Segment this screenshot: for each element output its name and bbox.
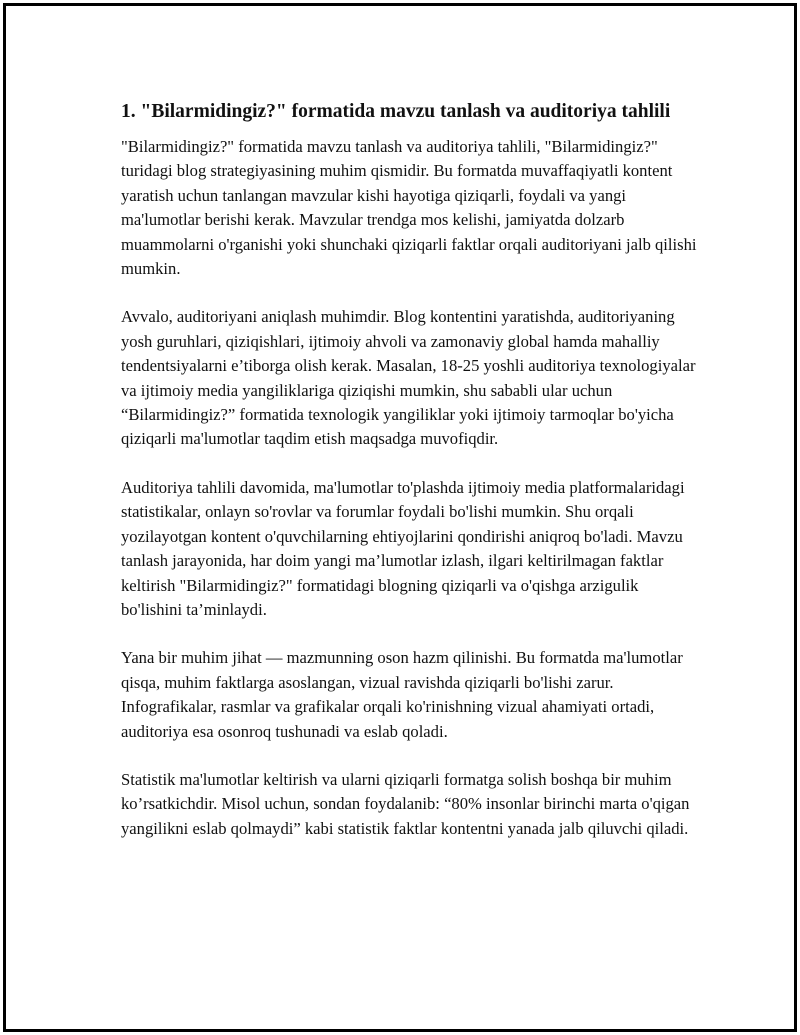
- paragraph-5: Statistik ma'lumotlar keltirish va ularni qiziqarli formatga solish boshqa bir muhim ko’rsatkichdir. Misol uchun, sondan foydalanib: “80% insonlar birinchi marta o'qigan yangilikni eslab qolmaydi” kabi statistik faktlar kontentni yanada jalb qiluvchi qiladi.: [121, 769, 690, 838]
- paragraph-2: Avvalo, auditoriyani aniqlash muhimdir. Blog kontentini yaratishda, auditoriyaning yosh guruhlari, qiziqishlari, ijtimoiy ahvoli va zamonaviy global hamda mahalliy tendentsiyalarni e’tiborga olish kerak. Masalan, 18-25 yoshli auditoriya texnologiyalar va ijtimoiy media yangiliklariga qiziqishi mumkin, shu sababli ular uchun “Bilarmidingiz?” formatida texnologik yangiliklar yoki ijtimoiy tarmoqlar bo'yicha qiziqarli ma'lumotlar taqdim etish maqsadga muvofiqdir.: [121, 307, 696, 449]
- section-heading: 1. "Bilarmidingiz?" formatida mavzu tanlash va auditoriya tahlili: [121, 101, 671, 122]
- paragraph-4: Yana bir muhim jihat — mazmunning oson hazm qilinishi. Bu formatda ma'lumotlar qisqa, muhim faktlarga asoslangan, vizual ravishda qiziqarli bo'lishi zarur. Infografikalar, rasmlar va grafikalar orqali ko'rinishning vizual ahamiyati ortadi, auditoriya esa osonroq tushunadi va eslab qoladi.: [121, 648, 683, 741]
- paragraph-1: "Bilarmidingiz?" formatida mavzu tanlash va auditoriya tahlili, "Bilarmidingiz?" turidagi blog strategiyasining muhim qismidir. Bu formatda muvaffaqiyatli kontent yaratish uchun tanlangan mavzular kishi hayotiga qiziqarli, foydali va yangi ma'lumotlar berishi kerak. Mavzular trendga mos kelishi, jamiyatda dolzarb muammolarni o'rganishi yoki shunchaki qiziqarli faktlar orqali auditoriyani jalb qilishi mumkin.: [121, 137, 697, 279]
- page-frame: [3, 3, 797, 1032]
- paragraph-3: Auditoriya tahlili davomida, ma'lumotlar to'plashda ijtimoiy media platformalaridagi statistikalar, onlayn so'rovlar va forumlar foydali bo'lishi mumkin. Shu orqali yozilayotgan kontent o'quvchilarning ehtiyojlarini qondirishi aniqroq bo'ladi. Mavzu tanlash jarayonida, har doim yangi ma’lumotlar izlash, ilgari keltirilmagan faktlar keltirish "Bilarmidingiz?" formatidagi blogning qiziqarli va o'qishga arzigulik bo'lishini ta’minlaydi.: [121, 477, 685, 619]
- document-body: [121, 98, 701, 865]
